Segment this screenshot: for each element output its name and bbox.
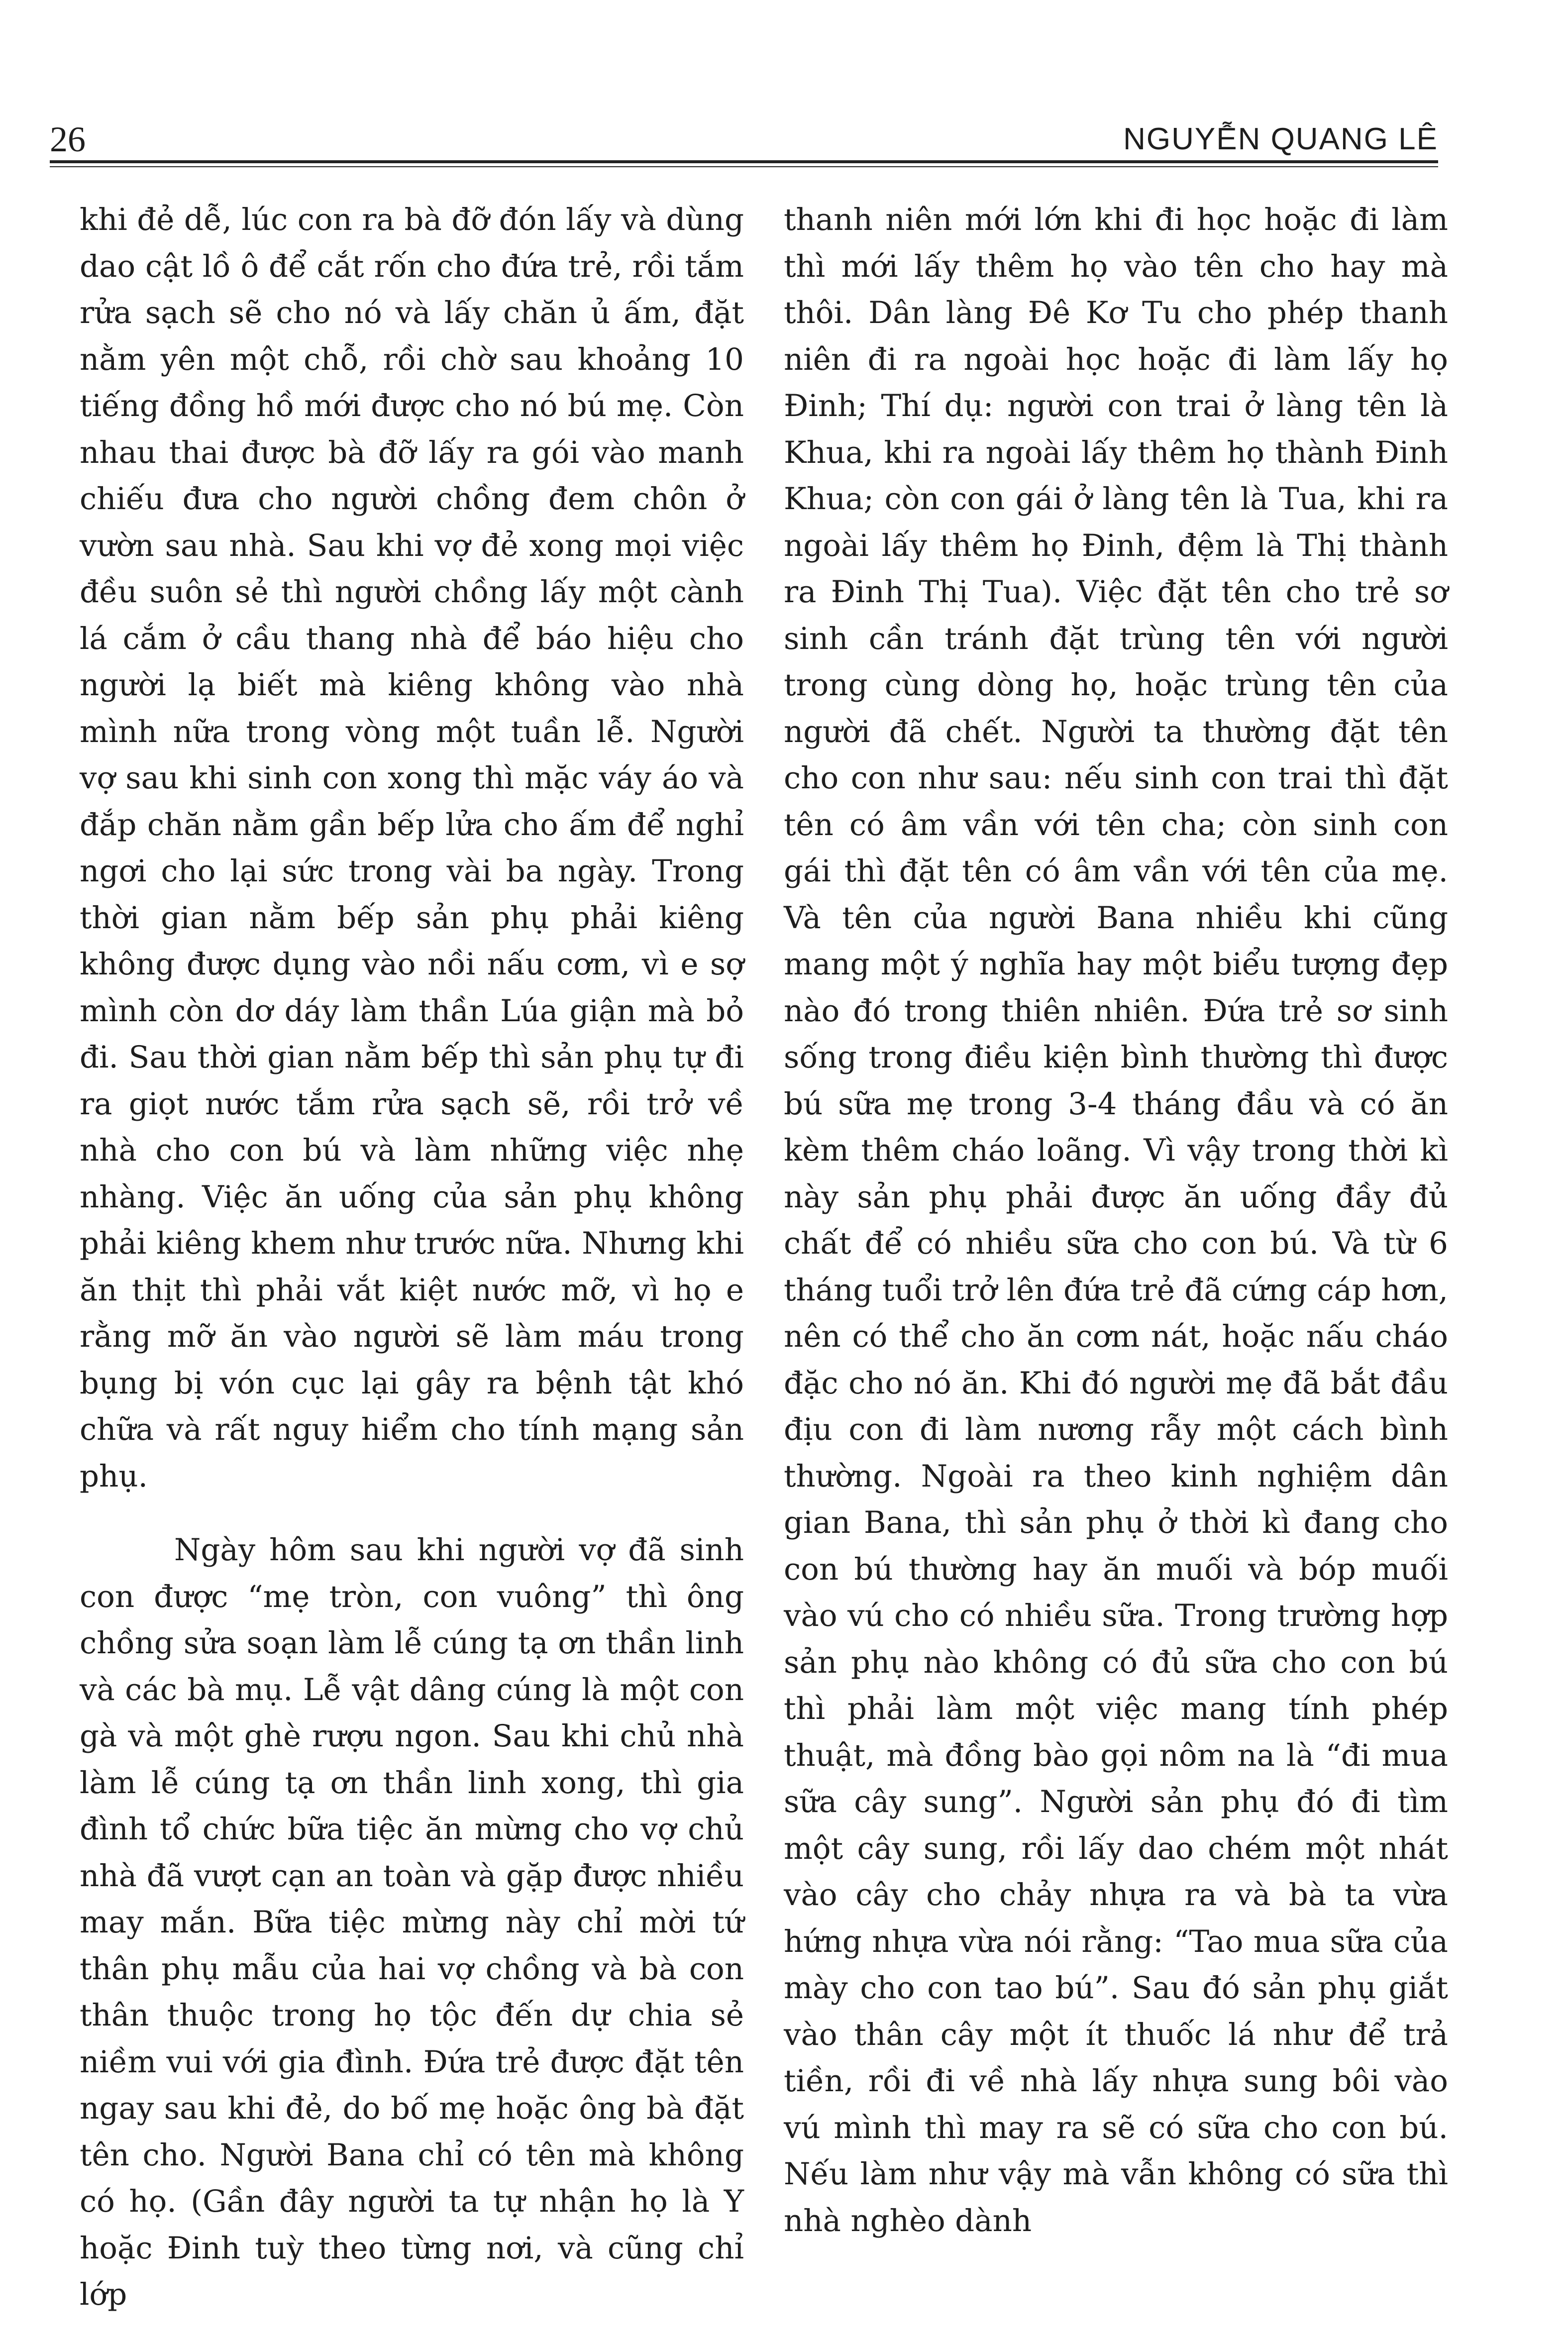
paragraph: Ngày hôm sau khi người vợ đã sinh con được “mẹ tròn, con vuông” thì ông chồng sửa soạn làm lễ cúng tạ ơn thần linh và các bà mụ. Lễ vật dâng cúng là một con gà và một ghè rượu ngon. Sau khi chủ nhà làm lễ cúng tạ ơn thần linh xong, thì gia đình tổ chức bữa tiệc ăn mừng cho vợ chủ nhà đã vượt cạn an toàn và gặp được nhiều may mắn. Bữa tiệc mừng này chỉ mời tứ thân phụ mẫu của hai vợ chồng và bà con thân thuộc trong họ tộc đến dự chia sẻ niềm vui với gia đình. Đứa trẻ được đặt tên ngay sau khi đẻ, do bố mẹ hoặc ông bà đặt tên cho. Người Bana chỉ có tên mà không có họ. (Gần đây người ta tự nhận họ là Y hoặc Đinh tuỳ theo từng nơi, và cũng chỉ lớp	[80, 1532, 744, 2312]
running-head: NGUYỄN QUANG LÊ	[1123, 122, 1438, 156]
paragraph: thanh niên mới lớn khi đi học hoặc đi làm thì mới lấy thêm họ vào tên cho hay mà thôi. Dân làng Đê Kơ Tu cho phép thanh niên đi ra ngoài học hoặc đi làm lấy họ Đinh; Thí dụ: người con trai ở làng tên là Khua, khi ra ngoài lấy thêm họ thành Đinh Khua; còn con gái ở làng tên là Tua, khi ra ngoài lấy thêm họ Đinh, đệm là Thị thành ra Đinh Thị Tua). Việc đặt tên cho trẻ sơ sinh cần tránh đặt trùng tên với người trong cùng dòng họ, hoặc trùng tên của người đã chết. Người ta thường đặt tên cho con như sau: nếu sinh con trai thì đặt tên có âm vần với tên cha; còn sinh con gái thì đặt tên có âm vần với tên của mẹ. Và tên của người Bana nhiều khi cũng mang một ý nghĩa hay một biểu tượng đẹp nào đó trong thiên nhiên. Đứa trẻ sơ sinh sống trong điều kiện bình thường thì được bú sữa mẹ trong 3-4 tháng đầu và có ăn kèm thêm cháo loãng. Vì vậy trong thời kì này sản phụ phải được ăn uống đầy đủ chất để có nhiều sữa cho con bú. Và từ 6 tháng tuổi trở lên đứa trẻ đã cứng cáp hơn, nên có thể cho ăn cơm nát, hoặc nấu cháo đặc cho nó ăn. Khi đó người mẹ đã bắt đầu địu con đi làm nương rẫy một cách bình thường. Ngoài ra theo kinh nghiệm dân gian Bana, thì sản phụ ở thời kì đang cho con bú thường hay ăn muối và bóp muối vào vú cho có nhiều sữa. Trong trường hợp sản phụ nào không có đủ sữa cho con bú thì phải làm một việc mang tính phép thuật, mà đồng bào gọi nôm na là “đi mua sữa cây sung”. Người sản phụ đó đi tìm một cây sung, rồi lấy dao chém một nhát vào cây cho chảy nhựa ra và bà ta vừa hứng nhựa vừa nói rằng: “Tao mua sữa của mày cho con tao bú”. Sau đó sản phụ giắt vào thân cây một ít thuốc lá như để trả tiền, rồi đi về nhà lấy nhựa sung bôi vào vú mình thì may ra sẽ có sữa cho con bú. Nếu làm như vậy mà vẫn không có sữa thì nhà nghèo dành	[784, 202, 1448, 2239]
header-rule-thin	[50, 166, 1438, 167]
paragraph: khi đẻ dễ, lúc con ra bà đỡ đón lấy và dùng dao cật lồ ô để cắt rốn cho đứa trẻ, rồi tắm rửa sạch sẽ cho nó và lấy chăn ủ ấm, đặt nằm yên một chỗ, rồi chờ sau khoảng 10 tiếng đồng hồ mới được cho nó bú mẹ. Còn nhau thai được bà đỡ lấy ra gói vào manh chiếu đưa cho người chồng đem chôn ở vườn sau nhà. Sau khi vợ đẻ xong mọi việc đều suôn sẻ thì người chồng lấy một cành lá cắm ở cầu thang nhà để báo hiệu cho người lạ biết mà kiêng không vào nhà mình nữa trong vòng một tuần lễ. Người vợ sau khi sinh con xong thì mặc váy áo và đắp chăn nằm gần bếp lửa cho ấm để nghỉ ngơi cho lại sức trong vài ba ngày. Trong thời gian nằm bếp sản phụ phải kiêng không được dụng vào nồi nấu cơm, vì e sợ mình còn dơ dáy làm thần Lúa giận mà bỏ đi. Sau thời gian nằm bếp thì sản phụ tự đi ra giọt nước tắm rửa sạch sẽ, rồi trở về nhà cho con bú và làm những việc nhẹ nhàng. Việc ăn uống của sản phụ không phải kiêng khem như trước nữa. Nhưng khi ăn thịt thì phải vắt kiệt nước mỡ, vì họ e rằng mỡ ăn vào người sẽ làm máu trong bụng bị vón cục lại gây ra bệnh tật khó chữa và rất nguy hiểm cho tính mạng sản phụ.	[80, 202, 744, 1494]
page-number: 26	[50, 119, 86, 159]
left-column	[80, 197, 744, 2318]
page-header	[50, 100, 1438, 169]
header-rule-thick	[50, 160, 1438, 163]
right-column	[784, 197, 1448, 2244]
